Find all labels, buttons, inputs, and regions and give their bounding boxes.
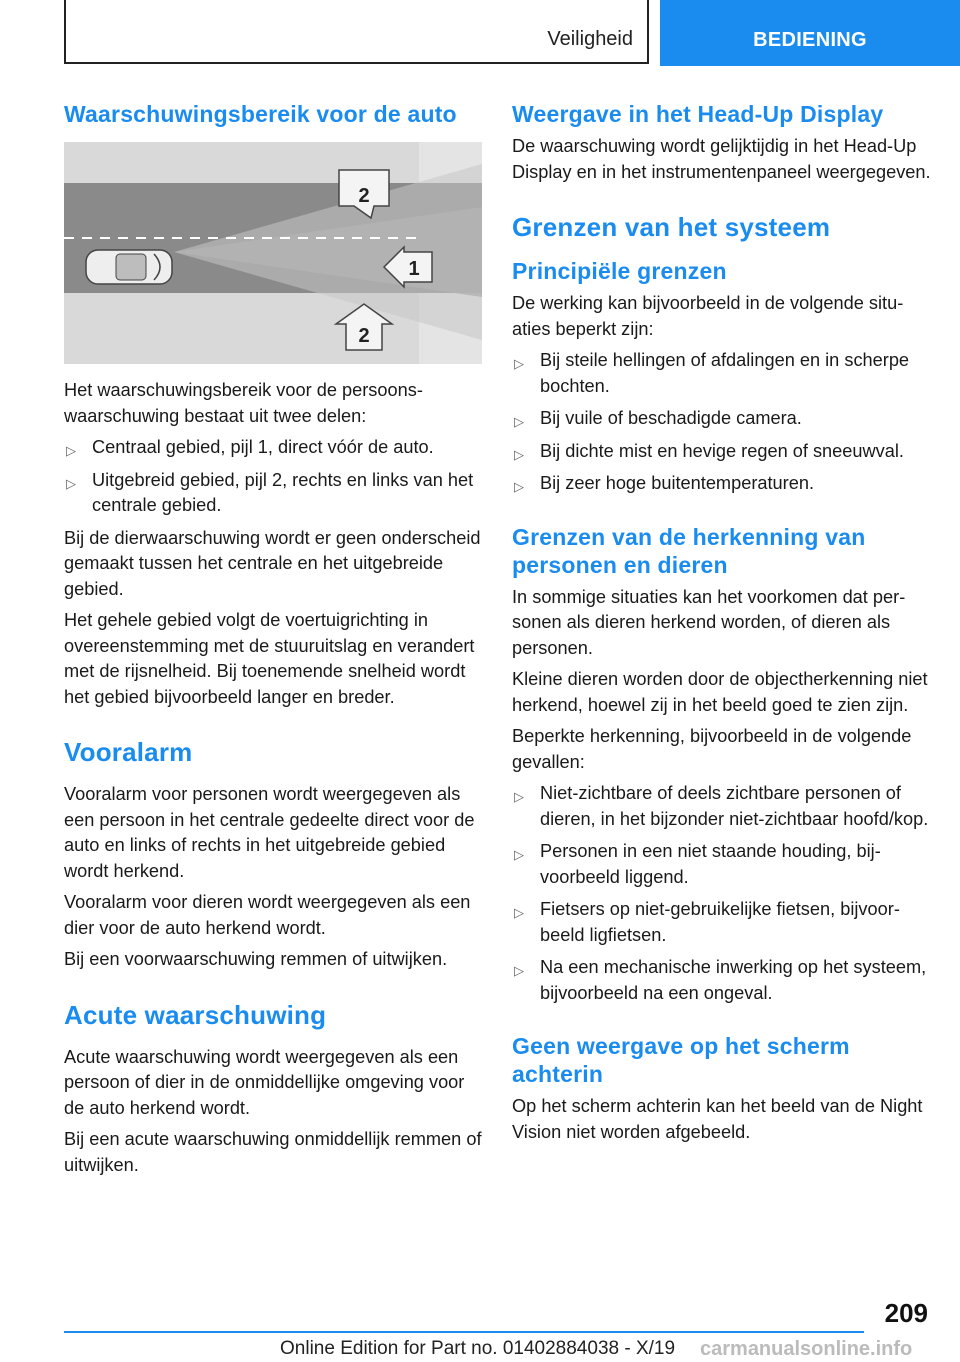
heading-principle-limits: Principiële grenzen [512, 258, 727, 284]
page-header [0, 0, 960, 66]
triangle-bullet-icon: ▷ [66, 443, 76, 458]
list-item: ▷ Na een mechanische inwerking op het systeem, bijvoorbeeld na een ongeval. [514, 957, 927, 1003]
right-column [512, 100, 932, 1151]
bullet-list [512, 348, 932, 497]
paragraph: Bij een voorwaarschuwing remmen of uitwijken. [64, 949, 448, 969]
list-item: ▷ Bij zeer hoge buitentemperaturen. [512, 471, 932, 497]
heading-system-limits: Grenzen van het systeem [512, 212, 831, 242]
list-item: ▷ Bij vuile of beschadigde camera. [512, 406, 932, 432]
header-chapter-title: BEDIENING [753, 29, 867, 51]
paragraph: De werking kan bijvoorbeeld in de volgende situaties beperkt zijn: [512, 293, 904, 339]
watermark: carmanualsonline.info [700, 1338, 913, 1360]
triangle-bullet-icon: ▷ [514, 847, 524, 862]
list-item: ▷ Fietsers op niet-gebruikelijke fietsen, bijvoorbeeld ligfietsen. [514, 899, 900, 945]
bullet-list [512, 781, 932, 1006]
page-number: 209 [884, 1298, 928, 1328]
paragraph: Vooralarm voor dieren wordt weergegeven als een dier voor de auto herkend wordt. [64, 892, 471, 938]
heading-recognition-limits: Grenzen van de herkenning van personen en dieren [512, 523, 866, 578]
heading-prealarm: Vooralarm [64, 737, 193, 767]
header-section-title: Veiligheid [547, 28, 633, 50]
list-item: ▷ Centraal gebied, pijl 1, direct vóór de auto. [64, 435, 482, 461]
triangle-bullet-icon: ▷ [514, 414, 524, 429]
warning-area-diagram [64, 142, 482, 364]
paragraph: Het gehele gebied volgt de voertuigrichting in overeenstemming met de stuuruitslag en verandert met de rijsnelheid. Bij toenemende snelheid wordt het gebied bijvoorbeeld langer en breder. [64, 610, 475, 707]
triangle-bullet-icon: ▷ [514, 446, 524, 462]
header-section-box [64, 0, 649, 64]
footer-edition: Online Edition for Part no. 01402884038 - X/19 [280, 1338, 676, 1359]
paragraph: Op het scherm achterin kan het beeld van de Night Vision niet worden afgebeeld. [512, 1096, 923, 1142]
figure-label-2-top: 2 [358, 185, 370, 207]
triangle-bullet-icon: ▷ [514, 789, 524, 804]
paragraph: In sommige situaties kan het voorkomen dat personen als dieren herkend worden, of dieren als personen. [512, 586, 906, 658]
triangle-bullet-icon: ▷ [514, 479, 524, 494]
list-item: ▷ Uitgebreid gebied, pijl 2, rechts en links van het centrale gebied. [66, 469, 474, 515]
paragraph: Acute waarschuwing wordt weergegeven als een persoon of dier in de onmiddellijke omgeving voor de auto herkend wordt. [64, 1046, 465, 1118]
list-item: ▷ Niet-zichtbare of deels zichtbare personen of dieren, in het bijzonder niet-zichtbaar hoofd/kop. [514, 783, 929, 829]
heading-hud: Weergave in het Head-Up Display [512, 101, 884, 127]
figure-label-1: 1 [408, 258, 420, 280]
list-item: ▷ Bij steile hellingen of afdalingen en in scherpe bochten. [514, 350, 910, 396]
left-column [64, 100, 482, 1184]
list-item: ▷ Personen in een niet staande houding, bijvoorbeeld liggend. [514, 841, 881, 887]
header-chapter-tab [660, 0, 960, 66]
list-item: ▷ Bij dichte mist en hevige regen of sneeuwval. [512, 439, 932, 465]
bullet-list [64, 435, 482, 519]
paragraph: Bij de dierwaarschuwing wordt er geen onderscheid gemaakt tussen het centrale en het uitgebreide gebied. [64, 527, 481, 599]
paragraph: Kleine dieren worden door de objectherkenning niet herkend, hoewel zij in het beeld goed te zien zijn. [512, 669, 928, 715]
triangle-bullet-icon: ▷ [514, 356, 524, 371]
warning-area-figure [64, 142, 482, 364]
paragraph: Bij een acute waarschuwing onmiddellijk remmen of uitwijken. [64, 1129, 482, 1175]
triangle-bullet-icon: ▷ [66, 475, 76, 491]
paragraph: Het waarschuwingsbereik voor de persoonswaarschuwing bestaat uit twee delen: [64, 380, 423, 426]
triangle-bullet-icon: ▷ [514, 905, 524, 920]
footer-rule [64, 1331, 864, 1333]
heading-warning-area: Waarschuwingsbereik voor de auto [64, 101, 457, 127]
paragraph: De waarschuwing wordt gelijktijdig in het Head-Up Display en in het instrumentenpaneel weergegeven. [512, 136, 931, 182]
car-icon [86, 250, 172, 284]
heading-rear-screen: Geen weergave op het scherm achterin [512, 1033, 850, 1087]
paragraph: Beperkte herkenning, bijvoorbeeld in de volgende gevallen: [512, 726, 912, 772]
triangle-bullet-icon: ▷ [514, 963, 524, 978]
heading-acute-warning: Acute waarschuwing [64, 999, 327, 1030]
figure-label-2-bottom: 2 [358, 325, 370, 347]
paragraph: Vooralarm voor personen wordt weergegeven als een persoon in het centrale gedeelte direct voor de auto en links of rechts in het uitgebreide gebied wordt herkend. [64, 784, 475, 881]
